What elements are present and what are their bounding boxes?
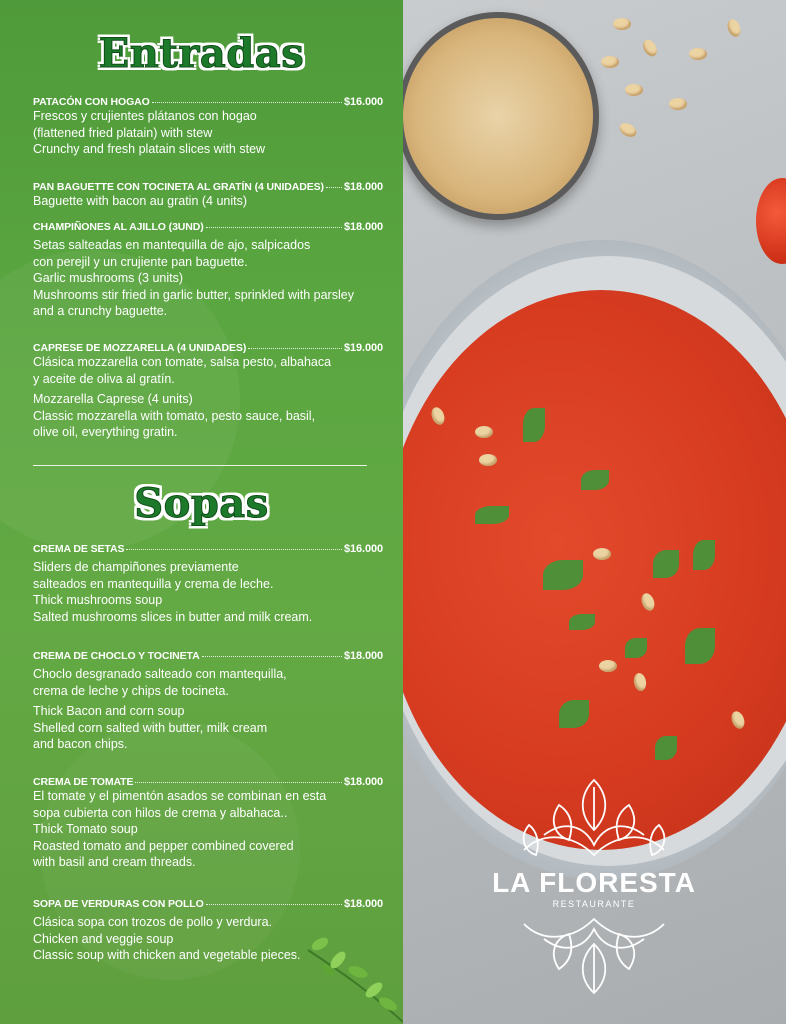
item-desc: with basil and cream threads. xyxy=(33,855,196,869)
item-desc: Crunchy and fresh platain slices with stew xyxy=(33,142,266,156)
item-name: CREMA DE CHOCLO Y TOCINETA xyxy=(33,650,200,662)
item-desc: Clásica sopa con trozos de pollo y verdura. xyxy=(33,915,273,929)
item-desc: Classic soup with chicken and vegetable pieces. xyxy=(33,948,301,962)
item-name: PATACÓN CON HOGAO xyxy=(33,96,150,108)
restaurant-logo xyxy=(474,775,714,1000)
item-desc: El tomate y el pimentón asados se combinan en esta xyxy=(33,789,327,803)
menu-item xyxy=(33,543,383,625)
item-price: $18.000 xyxy=(343,650,383,662)
nut-bowl xyxy=(403,12,599,220)
item-desc: Baguette with bacon au gratin (4 units) xyxy=(33,194,248,208)
item-name: SOPA DE VERDURAS CON POLLO xyxy=(33,898,204,910)
item-desc: sopa cubierta con hilos de crema y albahaca.. xyxy=(33,805,288,820)
item-desc: Setas salteadas en mantequilla de ajo, salpicados xyxy=(33,238,311,252)
section-title-entradas: Entradas xyxy=(98,30,305,77)
section-divider xyxy=(33,465,367,466)
menu-item xyxy=(33,221,383,320)
item-desc: Choclo desgranado salteado con mantequilla, xyxy=(33,667,287,681)
item-desc: Roasted tomato and pepper combined covered xyxy=(33,838,294,853)
item-price: $19.000 xyxy=(343,342,383,354)
item-desc: Thick mushrooms soup xyxy=(33,593,163,607)
tomato xyxy=(756,178,786,264)
item-desc: Clásica mozzarella con tomate, salsa pesto, albahaca xyxy=(33,355,332,369)
item-desc: Sliders de champiñones previamente xyxy=(33,560,239,574)
tomato-soup xyxy=(403,290,786,850)
item-desc: and bacon chips. xyxy=(33,737,128,751)
item-price: $18.000 xyxy=(343,181,383,193)
item-desc: Chicken and veggie soup xyxy=(33,931,174,946)
item-desc: and a crunchy baguette. xyxy=(33,304,168,318)
item-name: CHAMPIÑONES AL AJILLO (3UND) xyxy=(33,221,204,233)
menu-item xyxy=(33,342,383,441)
item-desc: y aceite de oliva al gratín. xyxy=(33,371,175,386)
item-name: PAN BAGUETTE CON TOCINETA AL GRATÍN (4 UNIDADES) xyxy=(33,181,324,193)
item-desc: Classic mozzarella with tomato, pesto sauce, basil, xyxy=(33,408,316,423)
item-name: CAPRESE DE MOZZARELLA (4 UNIDADES) xyxy=(33,342,247,354)
logo-name: LA FLORESTA xyxy=(492,867,696,898)
leaf-crest-bottom-icon xyxy=(504,909,684,997)
menu-item xyxy=(33,776,383,871)
item-name: CREMA DE SETAS xyxy=(33,543,125,555)
item-desc: Shelled corn salted with butter, milk cream xyxy=(33,720,268,735)
item-desc: Thick Bacon and corn soup xyxy=(33,704,185,718)
item-desc: Thick Tomato soup xyxy=(33,822,138,836)
item-desc: Salted mushrooms slices in butter and milk cream. xyxy=(33,609,313,624)
item-price: $18.000 xyxy=(343,221,383,233)
logo-subtitle: RESTAURANTE xyxy=(552,899,636,909)
herb-sprig-decoration xyxy=(298,930,403,1024)
item-desc: (flattened fried platain) with stew xyxy=(33,125,213,140)
item-desc: crema de leche y chips de tocineta. xyxy=(33,683,229,698)
menu-item xyxy=(33,96,383,158)
item-price: $18.000 xyxy=(343,898,383,910)
item-desc: Frescos y crujientes plátanos con hogao xyxy=(33,109,257,123)
menu-item xyxy=(33,181,383,210)
item-price: $16.000 xyxy=(343,96,383,108)
item-desc: Garlic mushrooms (3 units) xyxy=(33,271,184,285)
item-desc: Mushrooms stir fried in garlic butter, sprinkled with parsley xyxy=(33,287,354,302)
item-desc: Mozzarella Caprese (4 units) xyxy=(33,392,193,406)
item-desc: olive oil, everything gratin. xyxy=(33,425,178,439)
leaf-crest-icon xyxy=(504,775,684,865)
item-price: $18.000 xyxy=(343,776,383,788)
item-desc: con perejil y un crujiente pan baguette. xyxy=(33,254,248,269)
menu-item xyxy=(33,650,383,753)
section-title-sopas: Sopas xyxy=(134,480,269,527)
item-desc: salteados en mantequilla y crema de leche. xyxy=(33,576,274,591)
item-price: $16.000 xyxy=(343,543,383,555)
item-name: CREMA DE TOMATE xyxy=(33,776,134,788)
